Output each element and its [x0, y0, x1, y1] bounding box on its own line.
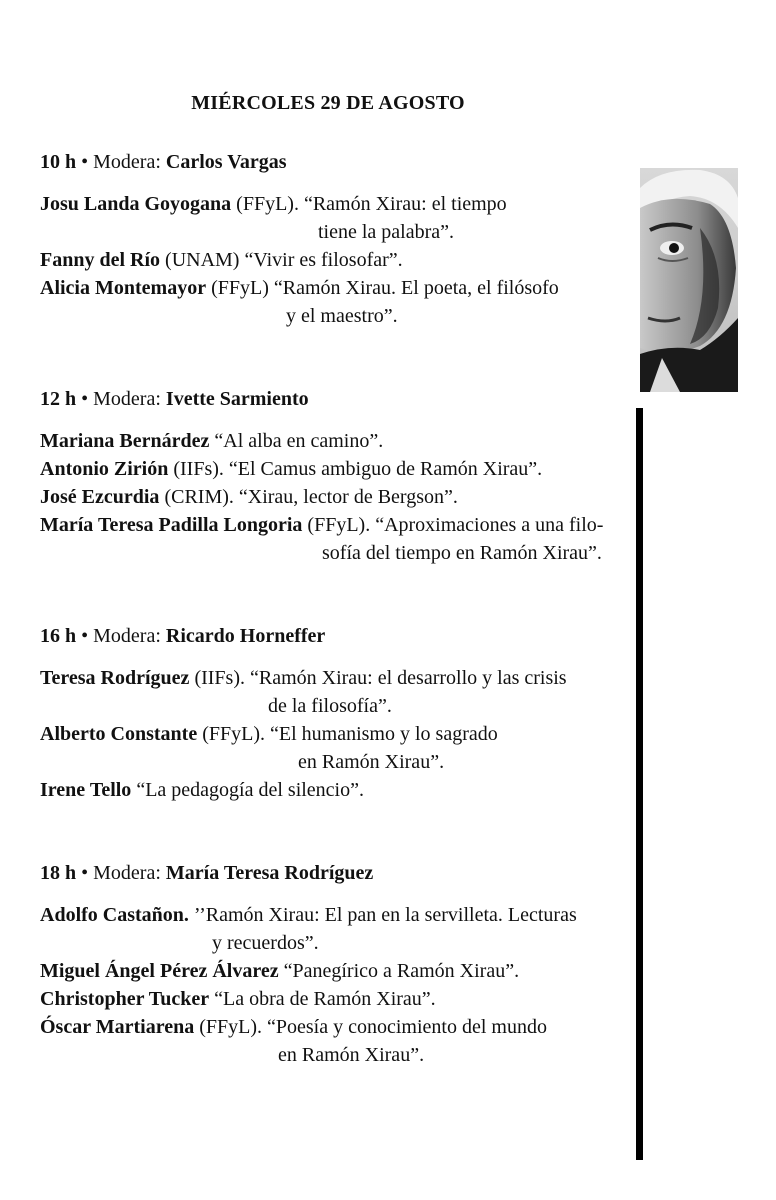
talk-detail: (FFyL). “Aproximaciones a una filo-: [302, 514, 604, 536]
talk-item: [40, 1013, 630, 1069]
talk-item: [40, 957, 630, 985]
moderator-label: Modera:: [93, 388, 161, 410]
session-10h: [40, 148, 630, 330]
session-time: 16 h: [40, 625, 77, 647]
talk-detail-continued: tiene la palabra”.: [318, 221, 455, 243]
talk-item: [40, 190, 630, 246]
session-time: 10 h: [40, 151, 77, 173]
session-header: 10 h • Modera: Carlos Vargas: [40, 151, 287, 173]
talk-detail: “Al alba en camino”.: [209, 430, 384, 452]
session-header: 16 h • Modera: Ricardo Horneffer: [40, 625, 326, 647]
talk-item: [40, 483, 630, 511]
speaker-name: Óscar Martiarena: [40, 1016, 195, 1038]
talk-detail-continued: y recuerdos”.: [212, 932, 319, 954]
moderator-name: Ricardo Horneffer: [165, 625, 326, 647]
speaker-name: José Ezcurdia: [40, 486, 160, 508]
talk-item: [40, 985, 630, 1013]
speaker-name: Christopher Tucker: [40, 988, 210, 1010]
talk-item: [40, 511, 630, 567]
talk-detail: (FFyL). “Poesía y conocimiento del mundo: [194, 1016, 547, 1038]
talk-item: [40, 664, 630, 720]
talk-detail-continued: y el maestro”.: [286, 305, 398, 327]
talk-item: [40, 427, 630, 455]
speaker-name: Miguel Ángel Pérez Álvarez: [40, 960, 279, 982]
speaker-name: Alberto Constante: [40, 723, 198, 745]
talk-item: [40, 720, 630, 776]
talk-detail: (IIFs). “El Camus ambiguo de Ramón Xirau”.: [168, 458, 543, 480]
talk-detail: (UNAM) “Vivir es filosofar”.: [160, 249, 403, 271]
talk-detail: “Panegírico a Ramón Xirau”.: [278, 960, 520, 982]
vertical-rule: [636, 408, 643, 1160]
talk-detail: (IIFs). “Ramón Xirau: el desarrollo y las crisis: [189, 667, 567, 689]
speaker-name: Irene Tello: [40, 779, 132, 801]
talk-detail: (FFyL). “Ramón Xirau: el tiempo: [231, 193, 507, 215]
talk-detail: “La pedagogía del silencio”.: [131, 779, 364, 801]
portrait-photo: [640, 168, 738, 392]
moderator-name: Ivette Sarmiento: [165, 388, 309, 410]
talk-detail-continued: en Ramón Xirau”.: [278, 1044, 425, 1066]
session-time: 18 h: [40, 862, 77, 884]
speaker-name: Antonio Zirión: [40, 458, 169, 480]
speaker-name: Adolfo Castañon.: [40, 904, 189, 926]
speaker-name: Teresa Rodríguez: [40, 667, 190, 689]
moderator-label: Modera:: [93, 625, 161, 647]
talk-detail: “La obra de Ramón Xirau”.: [209, 988, 436, 1010]
moderator-name: María Teresa Rodríguez: [165, 862, 374, 884]
speaker-name: María Teresa Padilla Longoria: [40, 514, 303, 536]
talk-detail-continued: de la filosofía”.: [268, 695, 392, 717]
page-title: MIÉRCOLES 29 DE AGOSTO: [191, 92, 465, 114]
talk-detail: (FFyL) “Ramón Xirau. El poeta, el filósofo: [206, 277, 559, 299]
talk-detail-continued: sofía del tiempo en Ramón Xirau”.: [322, 542, 602, 564]
speaker-name: Mariana Bernárdez: [40, 430, 210, 452]
talk-detail-continued: en Ramón Xirau”.: [298, 751, 445, 773]
session-12h: [40, 385, 630, 567]
session-header: 12 h • Modera: Ivette Sarmiento: [40, 388, 309, 410]
session-16h: [40, 622, 630, 804]
moderator-name: Carlos Vargas: [165, 151, 287, 173]
talk-item: [40, 901, 630, 957]
session-18h: [40, 859, 630, 1069]
moderator-label: Modera:: [93, 862, 161, 884]
talk-detail: ’’Ramón Xirau: El pan en la servilleta. Lecturas: [188, 904, 577, 926]
moderator-label: Modera:: [93, 151, 161, 173]
session-header: 18 h • Modera: María Teresa Rodríguez: [40, 862, 374, 884]
speaker-name: Alicia Montemayor: [40, 277, 207, 299]
speaker-name: Fanny del Río: [40, 249, 161, 271]
talk-item: [40, 246, 630, 274]
session-time: 12 h: [40, 388, 77, 410]
talk-item: [40, 776, 630, 804]
talk-item: [40, 274, 630, 330]
talk-item: [40, 455, 630, 483]
speaker-name: Josu Landa Goyogana: [40, 193, 232, 215]
talk-detail: (CRIM). “Xirau, lector de Bergson”.: [159, 486, 458, 508]
talk-detail: (FFyL). “El humanismo y lo sagrado: [197, 723, 498, 745]
